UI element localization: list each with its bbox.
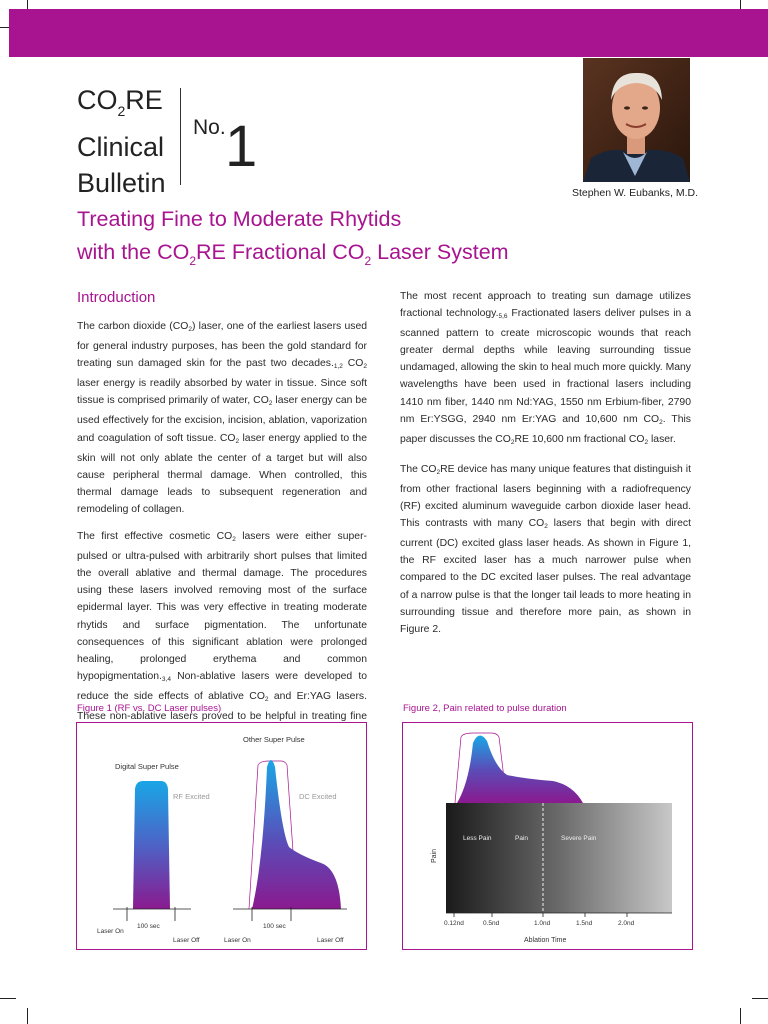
x-tick-label: 1.0nd [534, 920, 551, 927]
dc-excited-label: DC Excited [299, 792, 337, 801]
figure1-chart [77, 723, 366, 949]
rf-pulse [133, 781, 170, 909]
issue-number: 1 [225, 114, 258, 179]
body-column-right [400, 288, 691, 648]
issue-label: No. [193, 116, 226, 139]
duration-label-1: 100 sec [137, 923, 160, 930]
bulletin-masthead [77, 82, 166, 201]
masthead-divider [180, 88, 181, 185]
masthead-line3: Bulletin [77, 168, 166, 198]
pain-pulse [457, 735, 583, 803]
laser-off-label-2: Laser Off [317, 937, 344, 944]
crop-mark [740, 1008, 741, 1024]
author-caption: Stephen W. Eubanks, M.D. [571, 187, 698, 199]
laser-on-label-2: Laser On [224, 937, 251, 944]
other-super-pulse-label: Other Super Pulse [243, 735, 305, 744]
x-tick-label: 2.0nd [618, 920, 635, 927]
digital-super-pulse-label: Digital Super Pulse [115, 762, 179, 771]
title-line1: Treating Fine to Moderate Rhytids [77, 207, 402, 231]
title-line2: with the $CO_2RE$ Fractional $CO_2$ Laser System [77, 240, 509, 268]
figure2-chart [403, 723, 692, 949]
crop-mark [27, 1008, 28, 1024]
pain-gradient [446, 803, 672, 913]
laser-off-label-1: Laser Off [173, 937, 200, 944]
paragraph: The first effective cosmetic $CO_2$ lasers were either super-pulsed or ultra-pulsed with arbitrarily short pulses that limited the overall ablative and thermal damage. The procedures using these lasers involved removing most of the surface epidermal layer. This was very effective in treating moderate rhytids and surface pigmentation. The unfortunate consequences of this significant ablation were prolonged healing, prolonged erythema and common $hypopigmentation._{3,4}$ Non-ablative lasers were developed to reduce the side effects of ablative $CO_2$ and Er:YAG lasers. These non-ablative lasers proved to be helpful in treating fine [77, 531, 368, 722]
dc-pulse [252, 760, 341, 909]
rf-excited-label: RF Excited [173, 792, 210, 801]
pain-zone-label: Pain [515, 835, 529, 842]
crop-mark [752, 998, 768, 999]
less-pain-label: Less Pain [463, 835, 492, 842]
laser-on-label-1: Laser On [97, 928, 124, 935]
crop-mark [0, 998, 16, 999]
y-axis-label: Pain [431, 848, 438, 863]
figure1-box [76, 722, 367, 950]
figure2-box [402, 722, 693, 950]
figure2-caption: Figure 2, Pain related to pulse duration [403, 703, 567, 714]
x-tick-label: 0.12nd [444, 920, 464, 927]
paragraph: The most recent approach to treating sun damage utilizes fractional $technology._{5,6}$ Fractionated lasers deliver pulses in a scanned pattern to create microscopic wounds that reach greater dermal depths while leaving surrounding tissue undamaged, allowing the skin to heal much more quickly. Many wavelengths have been used in fractional lasers including 1410 nm fiber, 1440 nm Nd:YAG, 1550 nm Erbium-fiber, 2790 nm Er:YSGG, 2940 nm Er:YAG and 10,600 nm $CO_2$. This paper discusses the $CO_2RE$ 10,600 nm fractional $CO_2$ laser. [400, 291, 691, 446]
body-column-left [77, 318, 367, 752]
article-title [77, 203, 509, 278]
x-tick-label: 1.5nd [576, 920, 593, 927]
section-heading-introduction: Introduction [77, 289, 156, 306]
x-tick-label: 0.5nd [483, 920, 500, 927]
duration-label-2: 100 sec [263, 923, 286, 930]
figure1-caption: Figure 1 (RF vs. DC Laser pulses) [77, 703, 222, 714]
x-ticks [444, 913, 635, 927]
masthead-line2: Clinical [77, 132, 165, 162]
header-band [9, 9, 768, 57]
x-axis-label: Ablation Time [524, 937, 567, 944]
author-photo [583, 58, 690, 182]
paragraph: The $CO_2RE$ device has many unique features that distinguish it from other fractional lasers beginning with a radiofrequency (RF) excited aluminum waveguide carbon dioxide laser head. This contrasts with many $CO_2$ lasers that begin with direct current (DC) excited glass laser heads. As shown in Figure 1, the RF excited laser has a much narrower pulse when compared to the DC excited laser pulses. The real advantage of a narrow pulse is that the longer tail leads to more heating in surrounding tissue and therefore more pain, as shown in Figure 2. [400, 463, 691, 635]
severe-pain-label: Severe Pain [561, 835, 597, 842]
paragraph: The carbon dioxide $(CO_2)$ laser, one of the earliest lasers used for general industry purposes, has been the gold standard for treating sun damaged skin for the past two $decades._{1,2}$ $CO_2$ laser energy is readily absorbed by water in tissue. Since soft tissue is comprised primarily of water, $CO_2$ laser energy can be used effectively for the excision, incision, ablation, vaporization and coagulation of soft tissue. $CO_2$ laser energy applied to the skin will not only ablate the center of a target but will also cause peripheral thermal damage. When controlled, this thermal damage leads to subsequent regeneration and remodeling of collagen. [77, 321, 367, 515]
masthead-brand: $CO_2RE$ [77, 85, 163, 119]
